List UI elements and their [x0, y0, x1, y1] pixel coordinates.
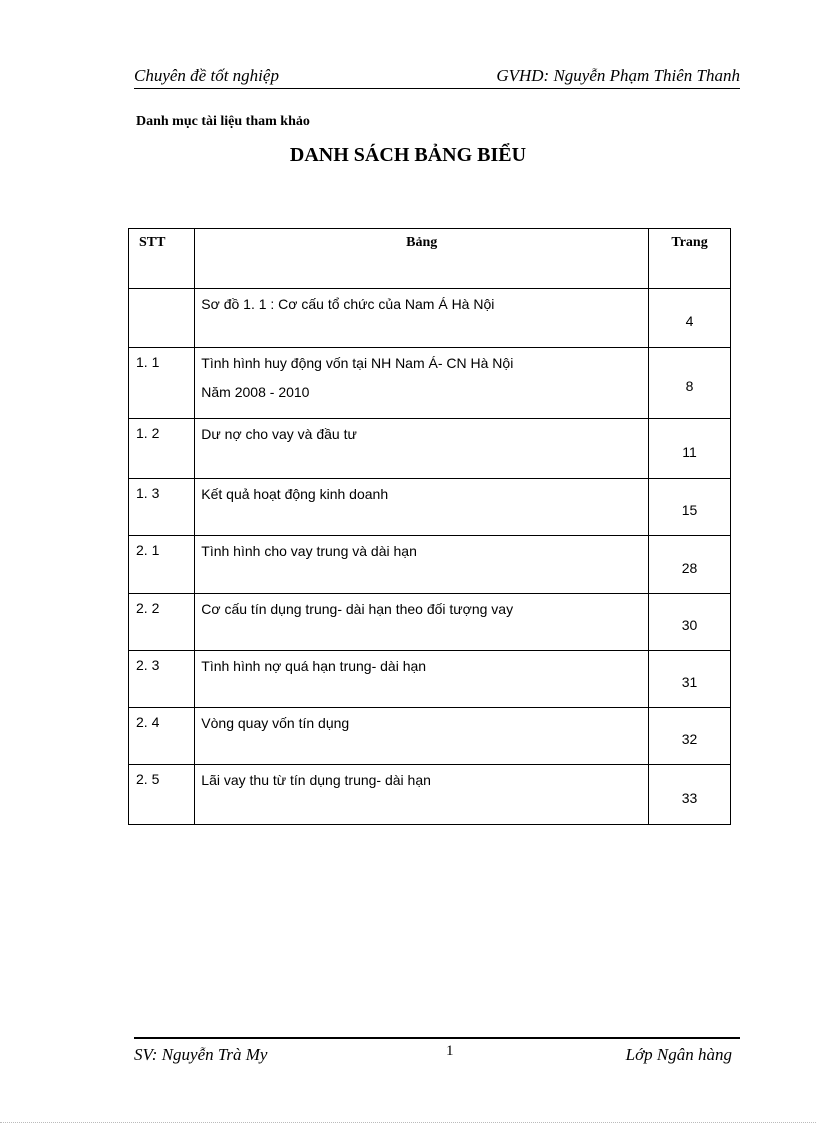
- row-page: 28: [649, 536, 731, 594]
- row-name-text-line2: Năm 2008 - 2010: [201, 384, 310, 400]
- row-name: [195, 536, 649, 594]
- table-header-row: [129, 229, 731, 289]
- row-page: 11: [649, 419, 731, 479]
- row-name-text: Tình hình huy động vốn tại NH Nam Á- CN Hà Nội: [201, 355, 514, 371]
- row-name: [195, 348, 649, 419]
- col-header-stt: STT: [129, 229, 195, 289]
- row-stt: 2. 4: [129, 708, 195, 765]
- page-title: DANH SÁCH BẢNG BIỂU: [289, 144, 527, 166]
- table-row: [129, 765, 731, 825]
- table-row: [129, 289, 731, 348]
- header-thesis-label: Chuyên đề tốt nghiệp: [134, 66, 279, 85]
- row-name-text: Lãi vay thu từ tín dụng trung- dài hạn: [201, 772, 431, 788]
- table-row: [129, 419, 731, 479]
- row-name-text: Sơ đồ 1. 1 : Cơ cấu tổ chức của Nam Á Hà Nội: [201, 296, 495, 312]
- table-row: [129, 708, 731, 765]
- footer-student: SV: Nguyễn Trà My: [134, 1045, 268, 1064]
- row-page: 4: [649, 289, 731, 348]
- row-name: [195, 708, 649, 765]
- header-advisor: GVHD: Nguyễn Phạm Thiên Thanh: [496, 66, 740, 85]
- row-name-text: Cơ cấu tín dụng trung- dài hạn theo đối tượng vay: [201, 601, 514, 617]
- page-footer: [134, 1037, 740, 1064]
- row-stt: 1. 1: [129, 348, 195, 419]
- row-name: [195, 651, 649, 708]
- row-page: 30: [649, 594, 731, 651]
- row-name: [195, 594, 649, 651]
- row-name: [195, 765, 649, 825]
- table-row: [129, 594, 731, 651]
- row-page: 8: [649, 348, 731, 419]
- row-name-text: Tình hình nợ quá hạn trung- dài hạn: [201, 658, 427, 674]
- row-name-text: Dư nợ cho vay và đầu tư: [201, 426, 357, 442]
- table-row: [129, 536, 731, 594]
- row-name-text: Vòng quay vốn tín dụng: [201, 715, 350, 731]
- row-stt: 1. 3: [129, 479, 195, 536]
- table-row: [129, 479, 731, 536]
- row-name-text: Tình hình cho vay trung và dài hạn: [201, 543, 417, 559]
- row-name: [195, 419, 649, 479]
- footer-class: Lớp Ngân hàng: [625, 1045, 732, 1064]
- row-page: 33: [649, 765, 731, 825]
- row-page: 15: [649, 479, 731, 536]
- col-header-page: Trang: [649, 229, 731, 289]
- row-page: 31: [649, 651, 731, 708]
- row-stt: 2. 2: [129, 594, 195, 651]
- col-header-name: Bảng: [195, 229, 649, 289]
- row-page: 32: [649, 708, 731, 765]
- section-subtitle: Danh mục tài liệu tham khảo: [136, 114, 310, 129]
- row-stt: 2. 1: [129, 536, 195, 594]
- row-stt: 1. 2: [129, 419, 195, 479]
- table-list: [128, 228, 731, 825]
- row-stt: 2. 5: [129, 765, 195, 825]
- row-name: [195, 289, 649, 348]
- row-name: [195, 479, 649, 536]
- table-row: [129, 651, 731, 708]
- row-name-text: Kết quả hoạt động kinh doanh: [201, 486, 389, 502]
- row-stt: [129, 289, 195, 348]
- row-stt: 2. 3: [129, 651, 195, 708]
- table-row: [129, 348, 731, 419]
- footer-page-number: 1: [446, 1043, 454, 1059]
- page-header: [134, 66, 740, 89]
